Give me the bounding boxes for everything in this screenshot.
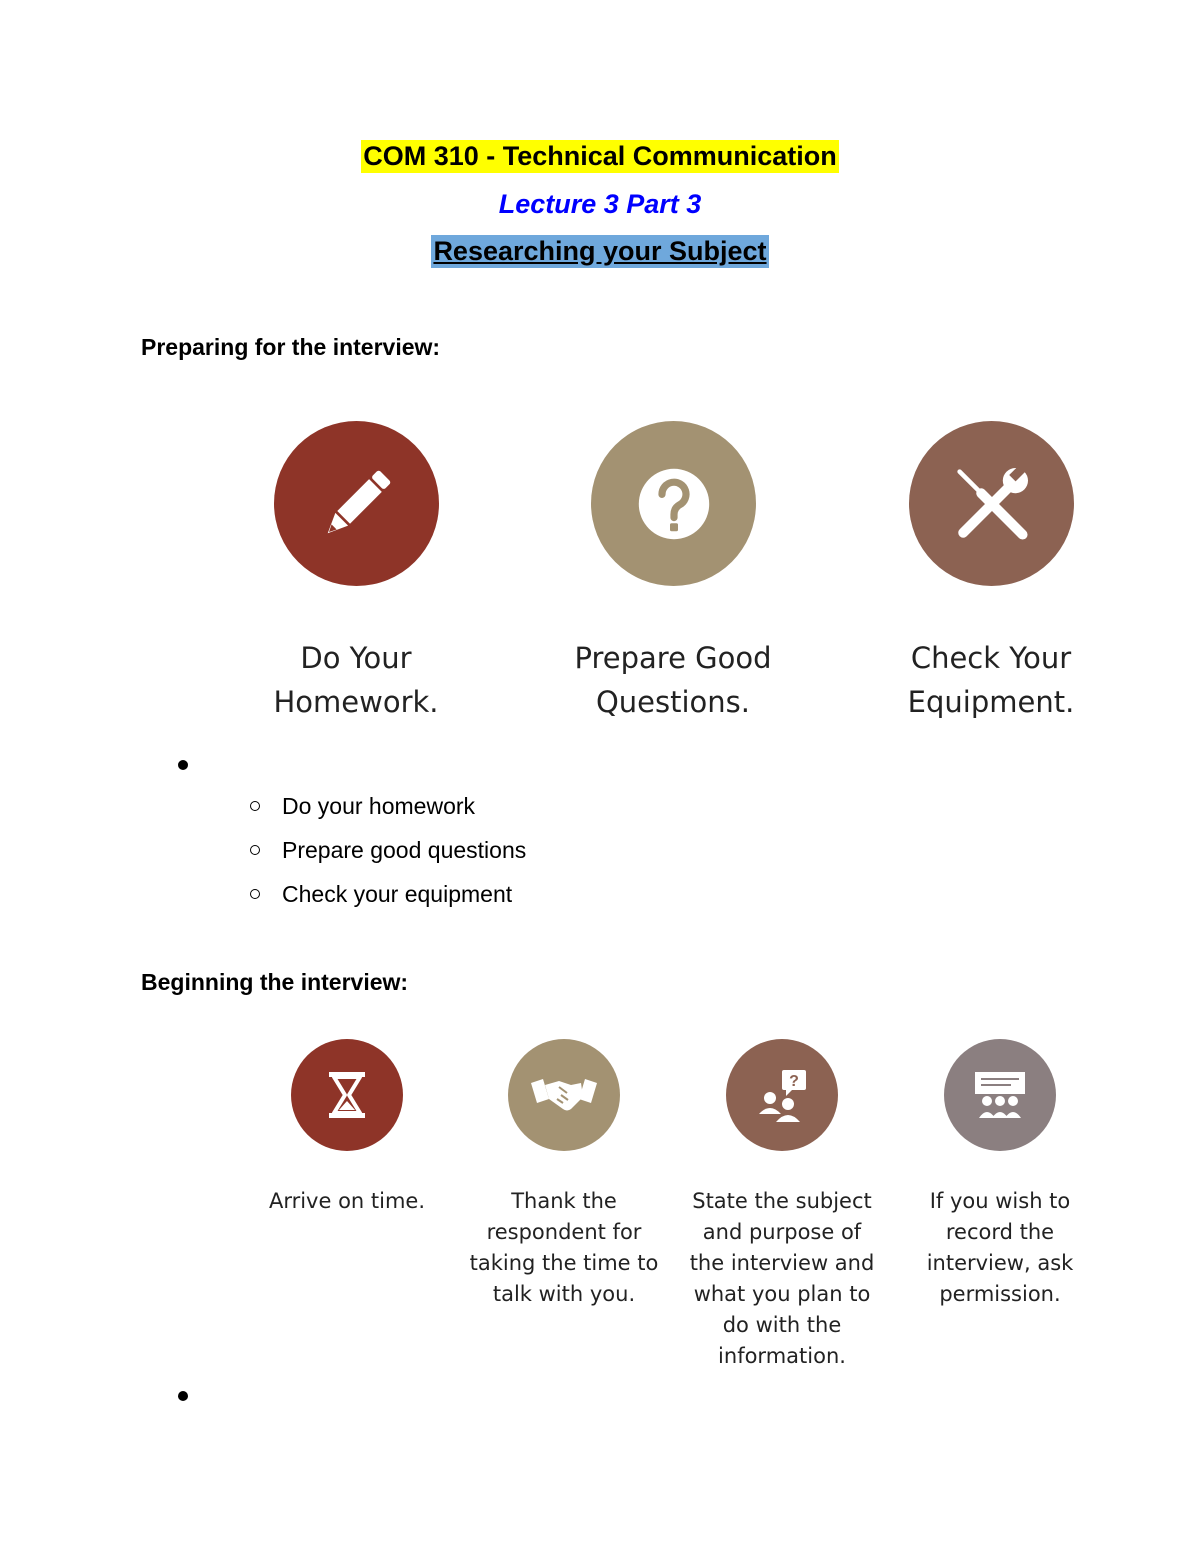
svg-text:?: ? [789,1073,799,1090]
caption-line: Do Your [300,641,412,675]
caption-line: Homework. [273,685,439,719]
caption-line: permission. [939,1282,1061,1306]
thank-caption [464,1186,664,1310]
list-item [250,880,512,908]
record-caption [900,1186,1100,1310]
state-subject-caption [682,1186,882,1372]
caption-line: If you wish to [929,1189,1071,1213]
caption-line: information. [718,1344,846,1368]
caption-line: Arrive on time. [268,1189,426,1213]
course-title: COM 310 - Technical Communication [363,141,837,171]
homework-caption [236,636,476,724]
presentation-audience-icon [944,1039,1056,1151]
question-speech-icon [726,1039,838,1151]
caption-line: Equipment. [907,685,1075,719]
caption-line: record the [945,1220,1055,1244]
list-item-text: Do your homework [282,793,476,819]
caption-line: Prepare Good [574,641,772,675]
caption-line: the interview and [689,1251,875,1275]
caption-line: Thank the [511,1189,617,1213]
circle-bullet-icon [250,845,260,855]
lecture-row [0,188,1200,221]
question-circle [591,421,756,586]
beginning-heading: Beginning the interview: [141,969,409,995]
caption-line: do with the [722,1313,842,1337]
circle-bullet-icon [250,889,260,899]
list-item-text: Check your equipment [282,881,513,907]
arrive-caption [247,1186,447,1217]
caption-line: and purpose of [702,1220,862,1244]
caption-line: respondent for [486,1220,642,1244]
list-item [250,836,526,864]
caption-line: State the subject [692,1189,872,1213]
preparing-heading: Preparing for the interview: [141,334,441,360]
caption-line: Questions. [595,685,751,719]
handshake-icon [508,1039,620,1151]
caption-line: what you plan to [693,1282,871,1306]
lecture-label: Lecture 3 Part 3 [498,189,702,219]
equipment-caption [871,636,1111,724]
subject-row [0,235,1200,268]
questions-caption [553,636,793,724]
subject-title: Researching your Subject [433,236,767,266]
caption-line: Check Your [910,641,1072,675]
pencil-icon [274,421,439,586]
hourglass-icon [291,1039,403,1151]
bullet-point [178,760,188,770]
course-title-row [0,140,1200,173]
question-mark-icon [634,464,714,544]
caption-line: interview, ask [926,1251,1074,1275]
circle-bullet-icon [250,801,260,811]
list-item [250,792,475,820]
list-item-text: Prepare good questions [282,837,527,863]
tools-icon [909,421,1074,586]
caption-line: taking the time to [469,1251,659,1275]
bullet-point [178,1391,188,1401]
caption-line: talk with you. [492,1282,636,1306]
